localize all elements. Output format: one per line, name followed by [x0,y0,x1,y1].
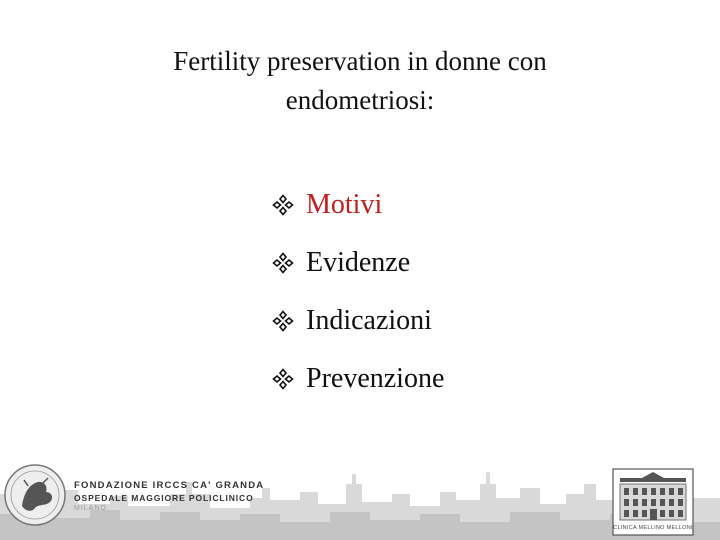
hospital-caption: CLINICA MELLINO MELLONI [613,525,693,531]
foundation-name-line-1: FONDAZIONE IRCCS CA' GRANDA [74,480,265,491]
bullet-label: Indicazioni [306,305,432,336]
bullet-item-evidenze [272,234,444,292]
diamond-clover-icon [272,252,294,274]
foundation-name-line-2: OSPEDALE MAGGIORE POLICLINICO [74,493,254,503]
foundation-seal-logo [2,462,68,528]
diamond-clover-icon [272,368,294,390]
foundation-name [74,480,264,512]
bullet-item-indicazioni [272,292,444,350]
bullet-item-prevenzione [272,350,444,408]
footer-banner [0,454,720,540]
diamond-clover-icon [272,310,294,332]
bullet-list [272,176,444,408]
slide-title [100,42,620,120]
diamond-clover-icon [272,194,294,216]
bullet-label: Evidenze [306,247,411,278]
slide-title-line-2: endometriosi: [285,85,435,116]
bullet-item-motivi [272,176,444,234]
bullet-label: Prevenzione [306,363,445,394]
slide-title-line-1: Fertility preservation in donne con [173,46,547,76]
foundation-name-line-3: MILANO [74,505,107,512]
bullet-label: Motivi [306,189,383,220]
